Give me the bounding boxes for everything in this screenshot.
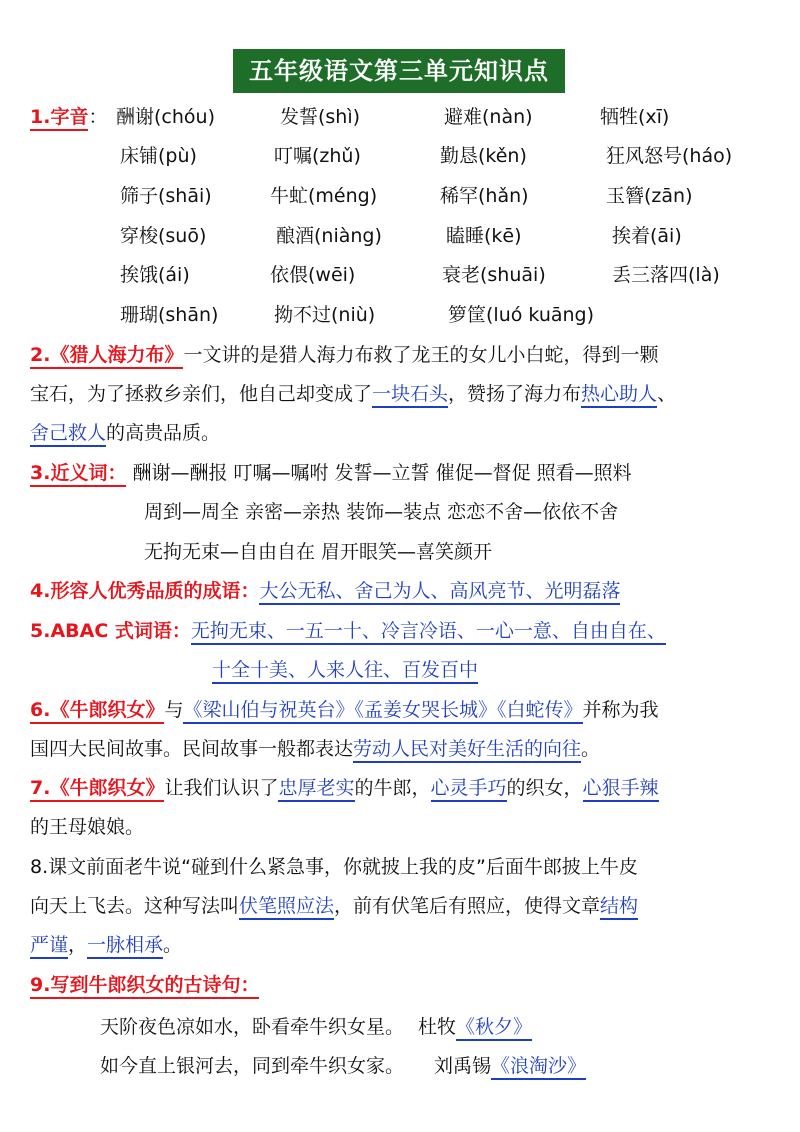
section-9-header (30, 970, 800, 1000)
pinyin-item: 牛虻(méng) (270, 185, 378, 207)
section-7-title: 7.《牛郎织女》 (30, 777, 164, 802)
keyword: 结构 (600, 895, 638, 920)
keyword: 一脉相承 (87, 934, 163, 959)
pinyin-item: 衰老(shuāi) (442, 264, 546, 286)
pinyin-item: 珊瑚(shān) (120, 304, 219, 326)
pinyin-item: 依偎(wēi) (270, 264, 356, 286)
pinyin-item: 床铺(pù) (120, 145, 197, 167)
section-5-title: 5.ABAC 式词语： (30, 620, 191, 642)
section-7-line-1: 7.《牛郎织女》让我们认识了忠厚老实的牛郎，心灵手巧的织女，心狠手辣 (30, 773, 800, 803)
keyword: 大公无私、舍己为人、高风亮节、光明磊落 (259, 580, 620, 605)
section-8-line-3: 严谨，一脉相承。 (30, 930, 800, 960)
pinyin-item: 丢三落四(là) (612, 264, 720, 286)
section-7-line-2: 的王母娘娘。 (30, 816, 145, 838)
pinyin-item: 避难(nàn) (444, 106, 533, 128)
poem-line-1: 天阶夜色凉如水，卧看牵牛织女星。 杜牧《秋夕》 (100, 1012, 800, 1042)
section-2-line-1: 2.《猎人海力布》一文讲的是猎人海力布救了龙王的女儿小白蛇，得到一颗 (30, 340, 800, 370)
pinyin-item: 拗不过(niù) (274, 304, 376, 326)
pinyin-item: 穿梭(suō) (120, 225, 207, 247)
pinyin-item: 酿酒(niàng) (276, 225, 382, 247)
section-3-line-3: 无拘无束—自由自在 眉开眼笑—喜笑颜开 (144, 541, 493, 563)
section-3-line-1: 3.近义词： 酬谢—酬报 叮嘱—嘱咐 发誓—立誓 催促—督促 照看—照料 (30, 458, 800, 488)
section-8-line-2: 向天上飞去。这种写法叫伏笔照应法，前有伏笔后有照应，使得文章结构 (30, 891, 800, 921)
pinyin-item: 牺牲(xī) (600, 106, 670, 128)
poem-title: 《秋夕》 (456, 1016, 532, 1041)
section-6-line-1: 6.《牛郎织女》与《梁山伯与祝英台》《孟姜女哭长城》《白蛇传》并称为我 (30, 695, 800, 725)
pinyin-item: 筛子(shāi) (120, 185, 212, 207)
section-4-title: 4.形容人优秀品质的成语： (30, 580, 260, 602)
keyword: 十全十美、人来人往、百发百中 (212, 659, 478, 684)
section-5-line-1 (30, 616, 800, 646)
section-8-line-1: 8.课文前面老牛说“碰到什么紧急事，你就披上我的皮”后面牛郎披上牛皮 (30, 856, 638, 878)
section-9-title: 9.写到牛郎织女的古诗句： (30, 974, 259, 999)
keyword: 劳动人民对美好生活的向往 (353, 738, 581, 763)
pinyin-item: 叮嘱(zhǔ) (274, 145, 361, 167)
keyword: 心狠手辣 (583, 777, 659, 802)
keyword: 严谨 (30, 934, 68, 959)
keyword: 一块石头 (372, 383, 448, 408)
section-1-title: 1.字音 (30, 106, 88, 131)
section-6-title: 6.《牛郎织女》 (30, 699, 164, 724)
keyword: 热心助人 (581, 383, 657, 408)
poem-line-2: 如今直上银河去，同到牵牛织女家。 刘禹锡《浪淘沙》 (100, 1051, 800, 1081)
pinyin-item: 狂风怒号(háo) (606, 145, 733, 167)
pinyin-item: 挨饿(ái) (120, 264, 190, 286)
pinyin-item: 酬谢(chóu) (116, 106, 215, 128)
section-3-title: 3.近义词： (30, 462, 126, 487)
keyword: 舍己救人 (30, 422, 106, 447)
section-6-line-2: 国四大民间故事。民间故事一般都表达劳动人民对美好生活的向往。 (30, 734, 800, 764)
pinyin-item: 稀罕(hǎn) (440, 185, 529, 207)
keyword: 《梁山伯与祝英台》《孟姜女哭长城》《白蛇传》 (183, 699, 582, 724)
section-4-line (30, 576, 800, 606)
keyword: 心灵手巧 (431, 777, 507, 802)
page-title: 五年级语文第三单元知识点 (233, 49, 565, 93)
section-3-line-2: 周到—周全 亲密—亲热 装饰—装点 恋恋不舍—依依不舍 (144, 501, 619, 523)
keyword: 忠厚老实 (278, 777, 354, 802)
pinyin-item: 玉簪(zān) (606, 185, 693, 207)
pinyin-item: 瞌睡(kē) (446, 225, 522, 247)
keyword: 伏笔照应法 (239, 895, 334, 920)
section-2-line-2: 宝石，为了拯救乡亲们，他自己却变成了一块石头，赞扬了海力布热心助人、 (30, 379, 800, 409)
section-2-line-3: 舍己救人的高贵品质。 (30, 418, 800, 448)
section-1-header: 1.字音： (30, 102, 800, 132)
section-5-line-2 (212, 655, 800, 685)
keyword: 无拘无束、一五一十、冷言冷语、一心一意、自由自在、 (191, 620, 666, 645)
section-2-title: 2.《猎人海力布》 (30, 344, 183, 369)
pinyin-item: 箩筐(luó kuāng) (448, 304, 595, 326)
poem-title: 《浪淘沙》 (491, 1055, 586, 1080)
pinyin-item: 发誓(shì) (280, 106, 361, 128)
pinyin-item: 勤恳(kěn) (440, 145, 527, 167)
pinyin-item: 挨着(āi) (612, 225, 682, 247)
